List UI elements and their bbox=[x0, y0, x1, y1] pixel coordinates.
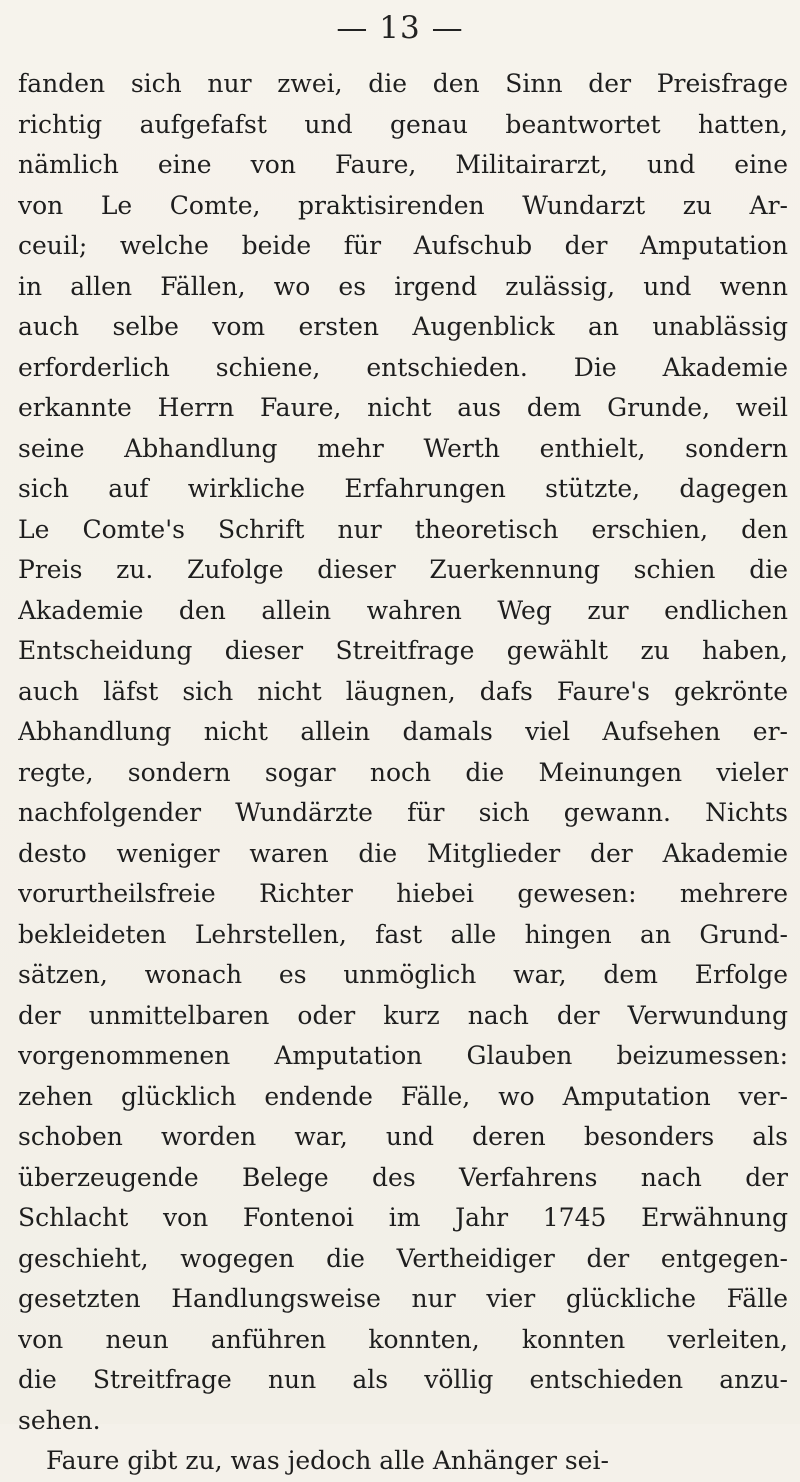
text-line: Abhandlung nicht allein damals viel Aufsehen er- bbox=[18, 717, 788, 746]
text-line: nachfolgender Wundärzte für sich gewann. Nichts bbox=[18, 798, 788, 827]
text-line: ceuil; welche beide für Aufschub der Amputation bbox=[18, 231, 788, 260]
text-line: desto weniger waren die Mitglieder der Akademie bbox=[18, 838, 788, 868]
text-line: sätzen, wonach es unmöglich war, dem Erfolge bbox=[18, 960, 788, 989]
text-line: seine Abhandlung mehr Werth enthielt, sondern bbox=[18, 433, 788, 463]
text-line: von Le Comte, praktisirenden Wundarzt zu Ar- bbox=[18, 190, 788, 220]
text-line: Akademie den allein wahren Weg zur endlichen bbox=[18, 595, 788, 625]
text-line: gesetzten Handlungsweise nur vier glückliche Fälle bbox=[18, 1284, 788, 1313]
text-line: auch läfst sich nicht läugnen, dafs Faure's gekrönte bbox=[18, 676, 788, 706]
text-line: nämlich eine von Faure, Militairarzt, und eine bbox=[18, 150, 788, 179]
body-text bbox=[18, 64, 788, 1482]
text-line: schoben worden war, und deren besonders als bbox=[18, 1122, 788, 1151]
text-line: richtig aufgefafst und genau beantwortet hatten, bbox=[18, 109, 788, 139]
text-line: sich auf wirkliche Erfahrungen stützte, dagegen bbox=[18, 474, 788, 503]
text-line: der unmittelbaren oder kurz nach der Verwundung bbox=[18, 1000, 788, 1030]
text-line: erforderlich schiene, entschieden. Die Akademie bbox=[18, 352, 788, 382]
text-line: überzeugende Belege des Verfahrens nach der bbox=[18, 1162, 788, 1192]
text-line: in allen Fällen, wo es irgend zulässig, und wenn bbox=[18, 271, 788, 301]
text-line: fanden sich nur zwei, die den Sinn der Preisfrage bbox=[18, 69, 788, 98]
text-line: vorgenommenen Amputation Glauben beizumessen: bbox=[18, 1041, 788, 1070]
text-line: von neun anführen konnten, konnten verleiten, bbox=[18, 1324, 788, 1354]
text-line: geschieht, wogegen die Vertheidiger der entgegen- bbox=[18, 1243, 788, 1273]
text-line: die Streitfrage nun als völlig entschieden anzu- bbox=[18, 1365, 788, 1394]
text-line: bekleideten Lehrstellen, fast alle hingen an Grund- bbox=[18, 919, 788, 949]
text-line: Preis zu. Zufolge dieser Zuerkennung schien die bbox=[18, 555, 788, 584]
text-line: Le Comte's Schrift nur theoretisch erschien, den bbox=[18, 514, 788, 544]
text-line: auch selbe vom ersten Augenblick an unablässig bbox=[18, 312, 788, 341]
text-line: sehen. bbox=[18, 1405, 101, 1435]
text-line: Schlacht von Fontenoi im Jahr 1745 Erwähnung bbox=[18, 1203, 788, 1232]
text-line: Entscheidung dieser Streitfrage gewählt zu haben, bbox=[18, 636, 788, 665]
text-line: regte, sondern sogar noch die Meinungen vieler bbox=[18, 757, 788, 787]
text-line: Faure gibt zu, was jedoch alle Anhänger sei- bbox=[46, 1446, 609, 1475]
page-number: — 13 — bbox=[336, 10, 464, 46]
text-line: zehen glücklich endende Fälle, wo Amputation ver- bbox=[18, 1081, 788, 1111]
text-line: vorurtheilsfreie Richter hiebei gewesen: mehrere bbox=[18, 879, 788, 908]
text-line: erkannte Herrn Faure, nicht aus dem Grunde, weil bbox=[18, 393, 788, 422]
